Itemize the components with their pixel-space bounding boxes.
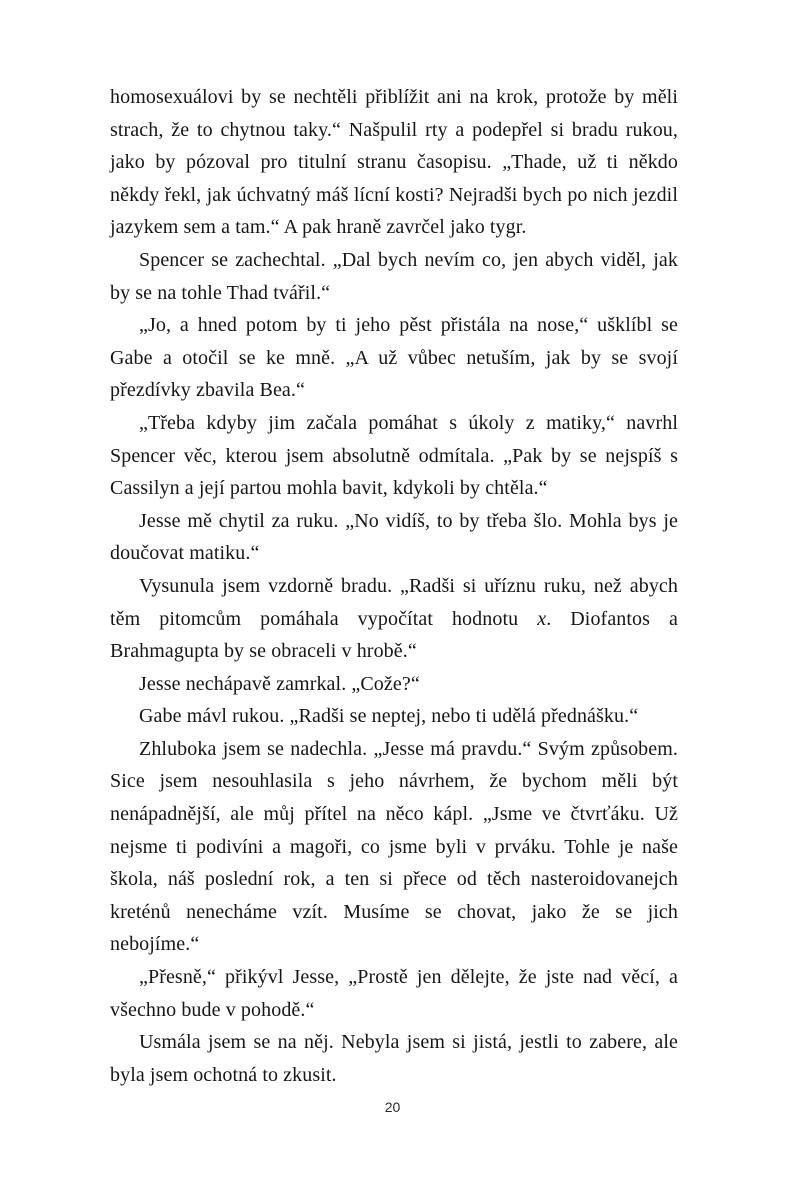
body-text: homosexuálovi by se nechtěli přiblížit ani na krok, protože by měli strach, že to chytnou taky.“ Našpulil rty a podepřel si bradu rukou, jako by pózoval pro titulní stranu časopisu. „Thade, už ti někdo někdy řekl, jak úchvatný máš lícní kosti? Nejradši bych po nich jezdil jazykem sem a tam.“ A pak hraně zavrčel jako tygr.: [110, 86, 678, 239]
body-text: Jesse mě chytil za ruku. „No vidíš, to by třeba šlo. Mohla bys je doučovat matiku.“: [110, 509, 678, 565]
body-text: „Přesně,“ přikývl Jesse, „Prostě jen dělejte, že jste nad věcí, a všechno bude v pohodě.“: [110, 966, 678, 1021]
paragraph-1: [110, 81, 678, 244]
body-text: Gabe mávl rukou. „Radši se neptej, nebo ti udělá přednášku.“: [139, 705, 639, 728]
paragraph-7: [110, 668, 678, 701]
paragraph-5: [110, 505, 678, 570]
paragraph-2: [110, 244, 678, 309]
paragraph-8: [110, 700, 678, 733]
body-text: Vysunula jsem vzdorně bradu. „Radši si uříznu ruku, než abych těm pitomcům pomáhala vypočítat hodnotu: [110, 574, 678, 630]
paragraph-9: [110, 733, 678, 961]
body-text: . Diofantos a Brahmagupta by se obraceli v hrobě.“: [110, 607, 678, 663]
paragraph-4: [110, 407, 678, 505]
body-text: Zhluboka jsem se nadechla. „Jesse má pravdu.“ Svým způsobem. Sice jsem nesouhlasila s jeho návrhem, že bychom měli být nenápadnější, ale můj přítel na něco kápl. „Jsme ve čtvrťáku. Už nejsme ti podivíni a magoři, co jsme byli v prváku. Tohle je naše škola, náš poslední rok, a ten si přece od těch nasteroidovanejch kreténů nenecháme vzít. Musíme se chovat, jako že se jich nebojíme.“: [110, 737, 678, 956]
paragraph-11: [110, 1026, 678, 1091]
paragraph-6: [110, 570, 678, 668]
body-text: „Jo, a hned potom by ti jeho pěst přistála na nose,“ ušklíbl se Gabe a otočil se ke mně. „A už vůbec netuším, jak by se svojí přezdívky zbavila Bea.“: [110, 314, 678, 402]
body-text: Usmála jsem se na něj. Nebyla jsem si jistá, jestli to zabere, ale byla jsem ochotná to zkusit.: [110, 1031, 678, 1086]
italic-text: x: [537, 607, 547, 630]
body-text: „Třeba kdyby jim začala pomáhat s úkoly z matiky,“ navrhl Spencer věc, kterou jsem absolutně odmítala. „Pak by se nejspíš s Cassilyn a její partou mohla bavit, kdykoli by chtěla.“: [110, 411, 678, 500]
body-text: Spencer se zachechtal. „Dal bych nevím co, jen abych viděl, jak by se na tohle Thad tvářil.“: [110, 248, 678, 304]
body-text: Jesse nechápavě zamrkal. „Cože?“: [139, 672, 420, 695]
page-number: 20: [384, 1099, 401, 1115]
page-text-block: [110, 81, 678, 1091]
paragraph-3: [110, 309, 678, 407]
paragraph-10: [110, 961, 678, 1026]
